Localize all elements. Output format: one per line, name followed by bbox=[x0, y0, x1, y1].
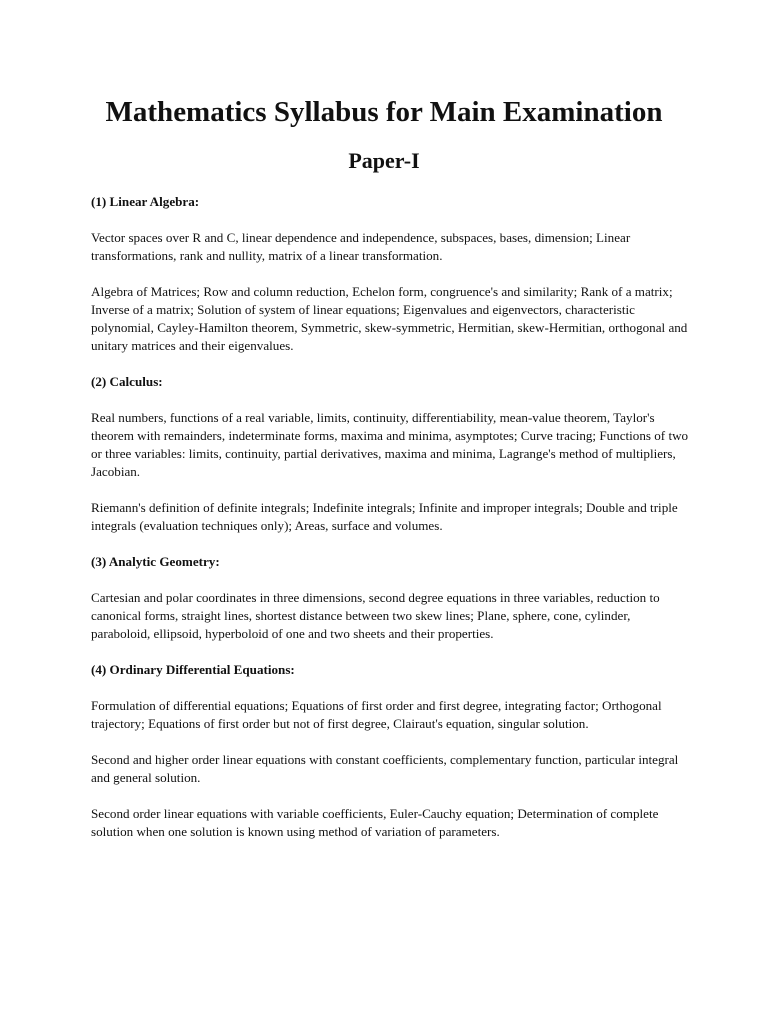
document-title: Mathematics Syllabus for Main Examination bbox=[105, 96, 663, 128]
section-calculus bbox=[91, 373, 691, 535]
section-paragraph: Formulation of differential equations; Equations of first order and first degree, integrating factor; Orthogonal trajectory; Equations of first order but not of first degree, Clairaut's equation, singular solution. bbox=[91, 698, 662, 731]
section-paragraph: Second order linear equations with variable coefficients, Euler-Cauchy equation; Determination of complete solution when one solution is known using method of variation of parameters. bbox=[91, 806, 659, 839]
section-heading: (1) Linear Algebra: bbox=[91, 194, 200, 209]
section-linear-algebra bbox=[91, 193, 691, 355]
section-paragraph: Riemann's definition of definite integrals; Indefinite integrals; Infinite and improper integrals; Double and triple integrals (evaluation techniques only); Areas, surface and volumes. bbox=[91, 500, 678, 533]
section-heading: (2) Calculus: bbox=[91, 374, 163, 389]
section-ordinary-differential-equations bbox=[91, 661, 691, 841]
section-paragraph: Vector spaces over R and C, linear dependence and independence, subspaces, bases, dimension; Linear transformations, rank and nullity, matrix of a linear transformation. bbox=[91, 230, 631, 263]
section-paragraph: Real numbers, functions of a real variable, limits, continuity, differentiability, mean-value theorem, Taylor's theorem with remainders, indeterminate forms, maxima and minima, asymptotes; Curve tracing; Functions of two or three variables: limits, continuity, partial derivatives, maxima and minima, Lagrange's method of multipliers, Jacobian. bbox=[91, 410, 689, 479]
section-heading: (3) Analytic Geometry: bbox=[91, 554, 220, 569]
section-paragraph: Cartesian and polar coordinates in three dimensions, second degree equations in three variables, reduction to canonical forms, straight lines, shortest distance between two skew lines; Plane, sphere, cone, cylinder, paraboloid, ellipsoid, hyperboloid of one and two sheets and their properties. bbox=[91, 590, 660, 641]
syllabus-content bbox=[91, 193, 691, 841]
section-paragraph: Second and higher order linear equations with constant coefficients, complementary function, particular integral and general solution. bbox=[91, 752, 679, 785]
section-heading: (4) Ordinary Differential Equations: bbox=[91, 662, 295, 677]
section-analytic-geometry bbox=[91, 553, 691, 643]
paper-title: Paper-I bbox=[348, 148, 420, 173]
section-paragraph: Algebra of Matrices; Row and column reduction, Echelon form, congruence's and similarity; Rank of a matrix; Inverse of a matrix; Solution of system of linear equations; Eigenvalues and eigenvectors, characteristic polynomial, Cayley-Hamilton theorem, Symmetric, skew-symmetric, Hermitian, skew-Hermitian, orthogonal and unitary matrices and their eigenvalues. bbox=[91, 284, 688, 353]
